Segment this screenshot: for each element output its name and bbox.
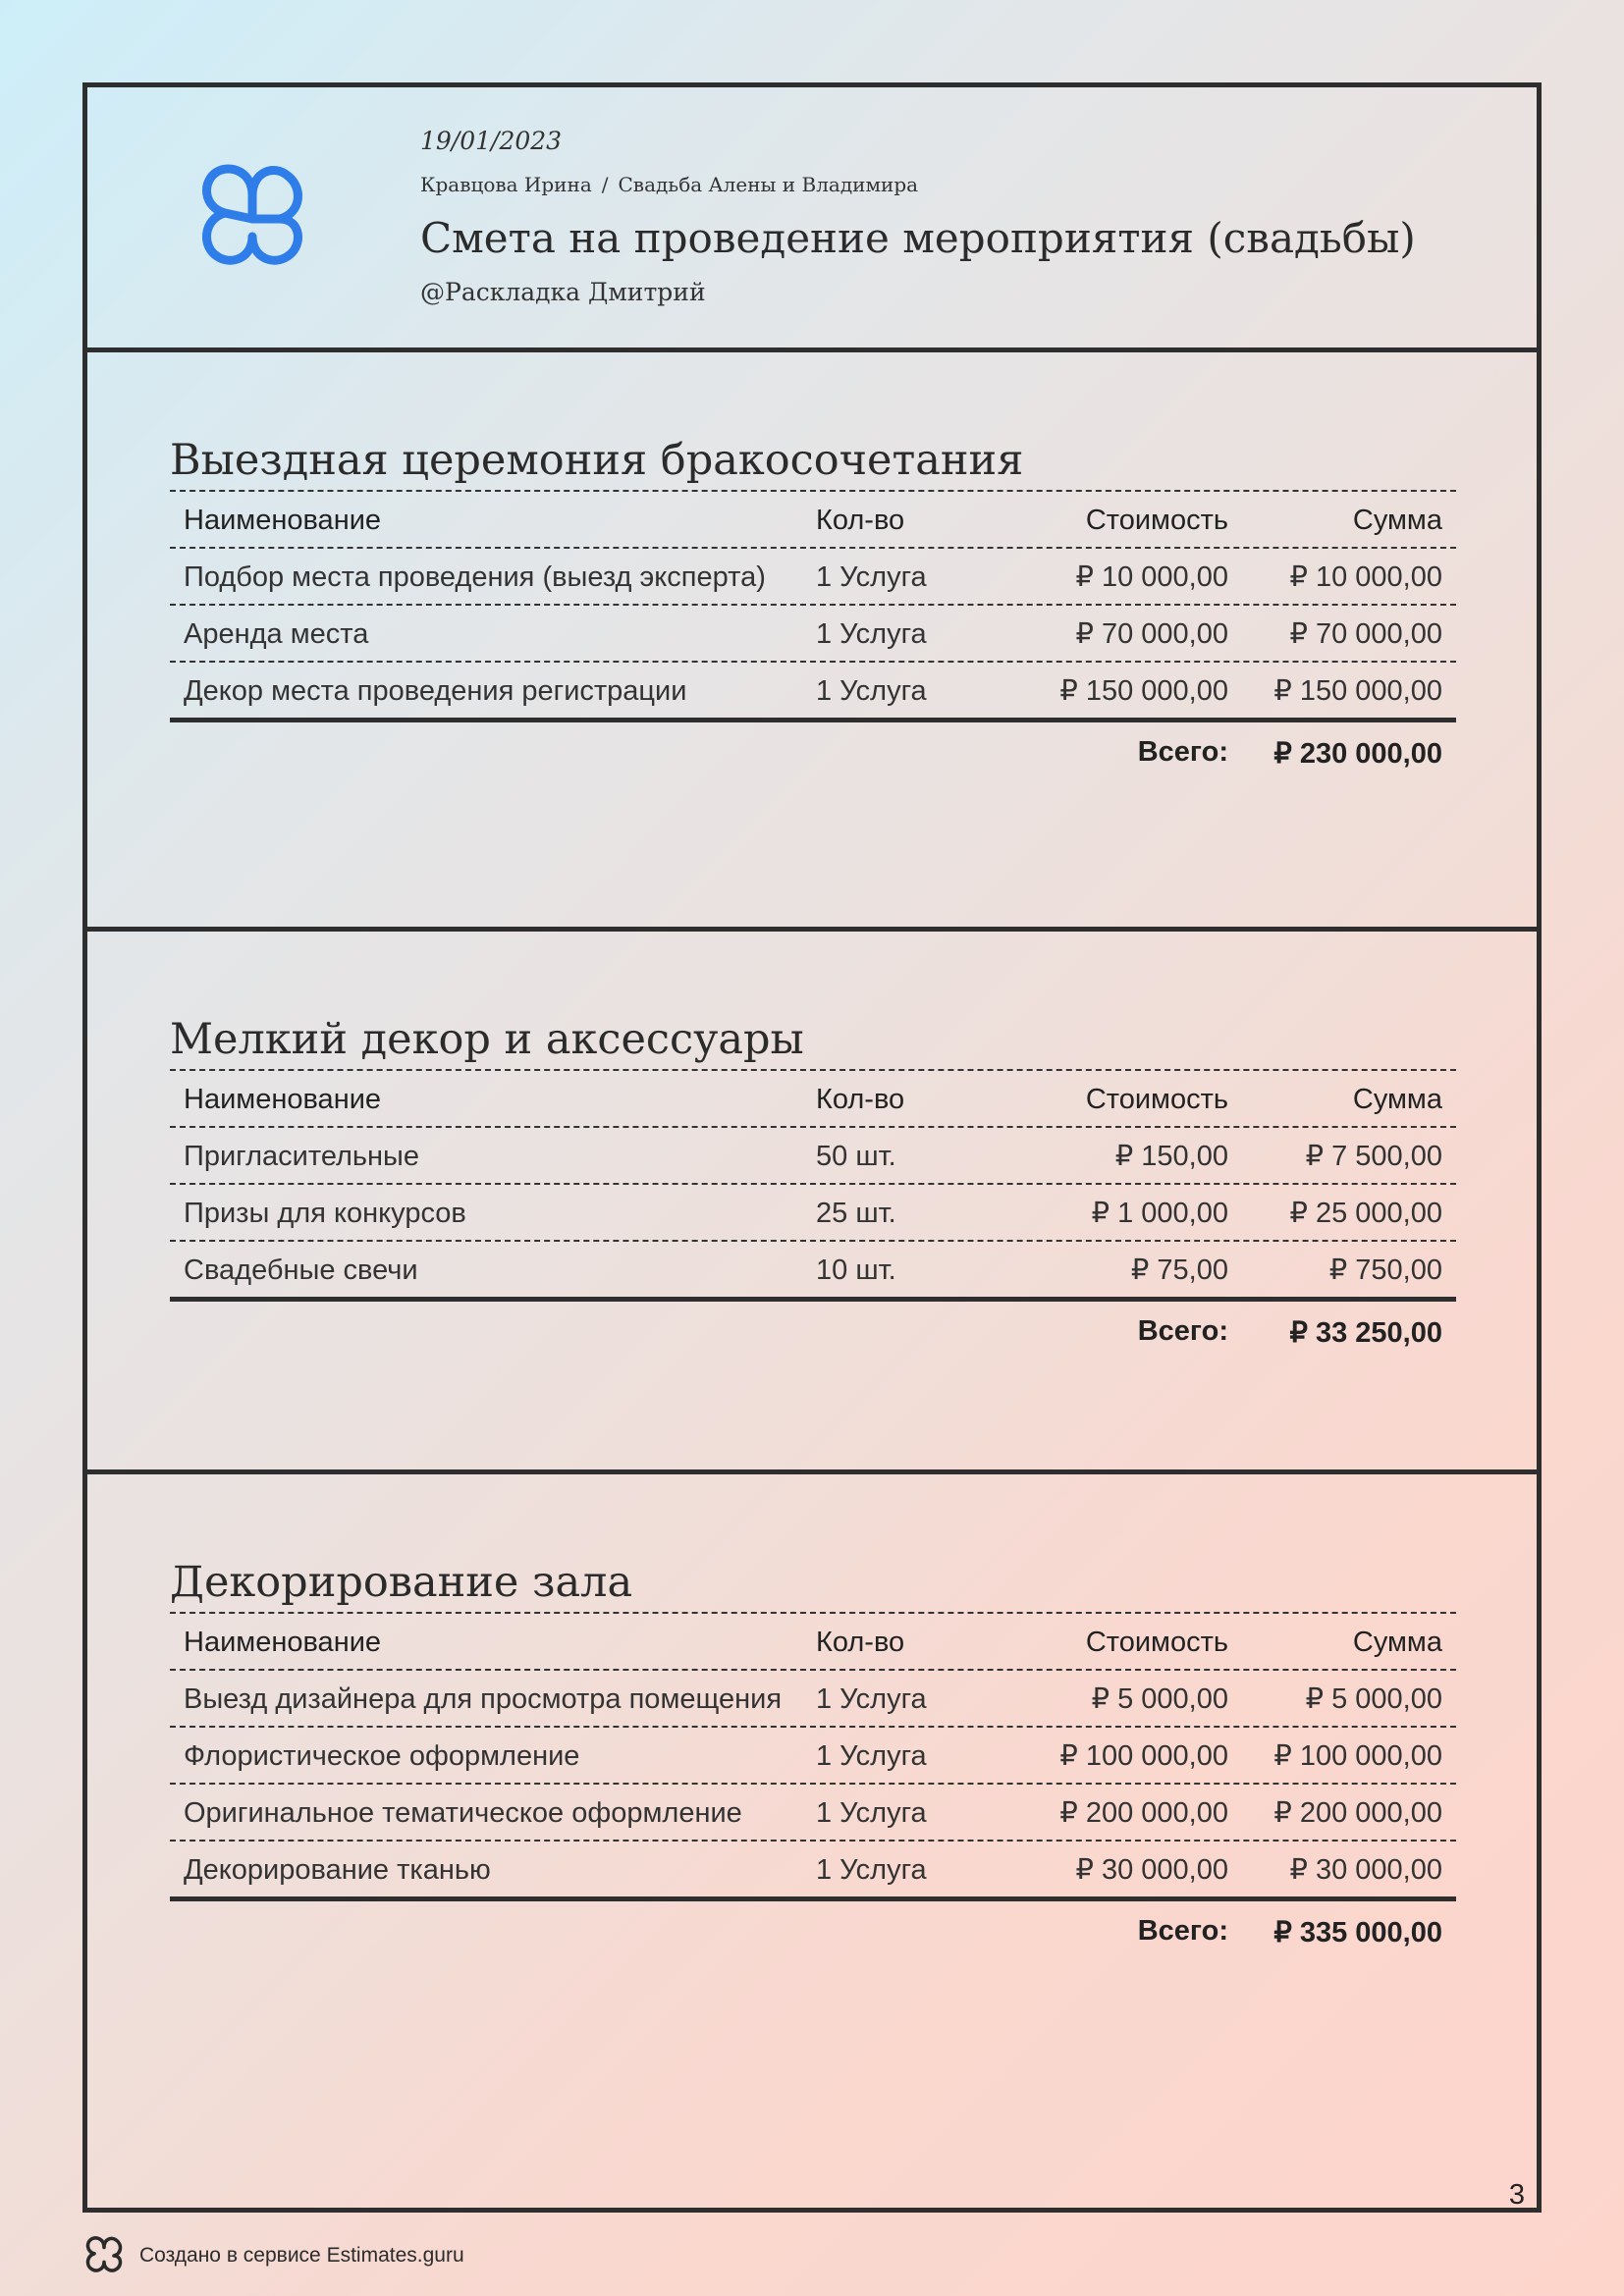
row-name: Оригинальное тематическое оформление <box>184 1797 742 1829</box>
total-label: Всего: <box>1137 1915 1228 1947</box>
footer-credit[interactable]: Создано в сервисе Estimates.guru <box>139 2244 464 2267</box>
column-header-name: Наименование <box>184 505 382 536</box>
row-qty: 1 Услуга <box>816 1797 927 1829</box>
row-qty: 1 Услуга <box>816 675 927 707</box>
row-qty: 1 Услуга <box>816 1854 927 1886</box>
table-row <box>170 1726 1456 1783</box>
row-sum: ₽ 100 000,00 <box>1273 1740 1442 1772</box>
table-row <box>170 1183 1456 1240</box>
column-header-cost: Стоимость <box>1085 505 1228 536</box>
clover-logo-icon <box>82 2234 126 2277</box>
row-sum: ₽ 150 000,00 <box>1273 675 1442 707</box>
column-header-cost: Стоимость <box>1085 1627 1228 1658</box>
author-label: @Раскладка Дмитрий <box>420 278 706 306</box>
column-header-qty: Кол-во <box>816 1627 905 1658</box>
clover-logo-icon <box>191 158 313 280</box>
row-sum: ₽ 25 000,00 <box>1289 1198 1442 1229</box>
column-header-sum: Сумма <box>1352 1627 1442 1658</box>
document-date: 19/01/2023 <box>420 127 563 155</box>
document-header <box>87 87 1537 352</box>
row-cost: ₽ 75,00 <box>1130 1255 1228 1286</box>
footer <box>82 2234 464 2277</box>
page-number: 3 <box>1508 2179 1525 2211</box>
column-header-qty: Кол-во <box>816 505 905 536</box>
document-title: Смета на проведение мероприятия (свадьбы) <box>420 214 1416 262</box>
row-name: Пригласительные <box>184 1141 420 1172</box>
row-name: Призы для конкурсов <box>184 1198 466 1229</box>
row-sum: ₽ 5 000,00 <box>1305 1683 1442 1715</box>
breadcrumb-project[interactable]: Свадьба Алены и Владимира <box>618 173 919 196</box>
estimate-section <box>87 1474 1537 2217</box>
row-name: Декор места проведения регистрации <box>184 675 687 707</box>
table-row <box>170 604 1456 661</box>
row-cost: ₽ 150,00 <box>1114 1141 1228 1172</box>
row-qty: 1 Услуга <box>816 1740 927 1772</box>
column-header-cost: Стоимость <box>1085 1084 1228 1115</box>
row-cost: ₽ 30 000,00 <box>1075 1854 1228 1886</box>
row-sum: ₽ 10 000,00 <box>1289 561 1442 593</box>
row-cost: ₽ 5 000,00 <box>1091 1683 1228 1715</box>
row-cost: ₽ 100 000,00 <box>1059 1740 1228 1772</box>
row-qty: 1 Услуга <box>816 618 927 650</box>
row-sum: ₽ 7 500,00 <box>1305 1141 1442 1172</box>
table-header-row <box>170 1612 1456 1669</box>
section-title: Мелкий декор и аксессуары <box>170 1015 804 1064</box>
row-sum: ₽ 200 000,00 <box>1273 1797 1442 1829</box>
total-value: ₽ 33 250,00 <box>1289 1317 1442 1349</box>
row-cost: ₽ 200 000,00 <box>1059 1797 1228 1829</box>
row-cost: ₽ 70 000,00 <box>1075 618 1228 650</box>
column-header-name: Наименование <box>184 1627 382 1658</box>
total-value: ₽ 335 000,00 <box>1273 1917 1442 1949</box>
estimate-section <box>87 352 1537 932</box>
row-name: Аренда места <box>184 618 369 650</box>
row-name: Свадебные свечи <box>184 1255 418 1286</box>
table-row <box>170 1840 1456 1896</box>
table-row <box>170 547 1456 604</box>
row-qty: 10 шт. <box>816 1255 896 1286</box>
row-qty: 50 шт. <box>816 1141 896 1172</box>
row-name: Выезд дизайнера для просмотра помещения <box>184 1683 783 1715</box>
table-header-row <box>170 1069 1456 1126</box>
row-qty: 1 Услуга <box>816 561 927 593</box>
page-frame <box>82 82 1542 2213</box>
table-header-row <box>170 490 1456 547</box>
total-label: Всего: <box>1137 736 1228 768</box>
row-cost: ₽ 1 000,00 <box>1091 1198 1228 1229</box>
section-title: Выездная церемония бракосочетания <box>170 436 1024 485</box>
row-cost: ₽ 150 000,00 <box>1059 675 1228 707</box>
row-qty: 1 Услуга <box>816 1683 927 1715</box>
estimate-section <box>87 932 1537 1474</box>
row-sum: ₽ 30 000,00 <box>1289 1854 1442 1886</box>
total-label: Всего: <box>1137 1315 1228 1347</box>
section-title: Декорирование зала <box>170 1558 633 1607</box>
row-sum: ₽ 750,00 <box>1328 1255 1442 1286</box>
column-header-sum: Сумма <box>1352 505 1442 536</box>
row-qty: 25 шт. <box>816 1198 896 1229</box>
breadcrumb-separator: / <box>601 173 609 196</box>
table-row <box>170 1783 1456 1840</box>
table-row <box>170 1240 1456 1297</box>
breadcrumb <box>420 173 1416 196</box>
table-row <box>170 1126 1456 1183</box>
row-name: Флористическое оформление <box>184 1740 580 1772</box>
column-header-name: Наименование <box>184 1084 382 1115</box>
row-cost: ₽ 10 000,00 <box>1075 561 1228 593</box>
row-name: Подбор места проведения (выезд эксперта) <box>184 561 766 593</box>
section-total <box>170 718 1456 784</box>
table-row <box>170 1669 1456 1726</box>
row-sum: ₽ 70 000,00 <box>1289 618 1442 650</box>
column-header-qty: Кол-во <box>816 1084 905 1115</box>
row-name: Декорирование тканью <box>184 1854 491 1886</box>
breadcrumb-client[interactable]: Кравцова Ирина <box>420 173 592 196</box>
section-total <box>170 1297 1456 1363</box>
column-header-sum: Сумма <box>1352 1084 1442 1115</box>
total-value: ₽ 230 000,00 <box>1273 738 1442 770</box>
section-total <box>170 1896 1456 1963</box>
table-row <box>170 661 1456 718</box>
